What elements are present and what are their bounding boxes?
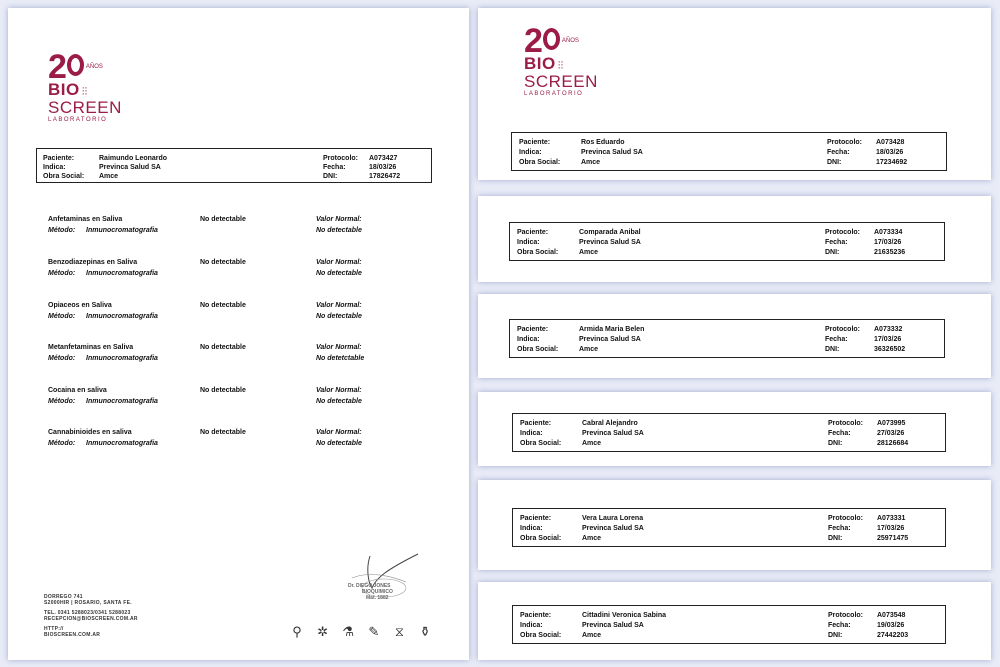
ref-value: No detectable <box>316 398 362 405</box>
label-dni: DNI: <box>828 632 843 639</box>
patient-protocolo: A073995 <box>877 420 906 427</box>
patient-indica: Previnca Salud SA <box>581 149 643 156</box>
label-fecha: Fecha: <box>828 525 851 532</box>
signature-stamp <box>348 583 393 601</box>
method-label: Método: <box>48 270 76 277</box>
patient-obra-social: Amce <box>579 249 599 256</box>
label-dni: DNI: <box>828 440 843 447</box>
result-row <box>48 214 448 236</box>
label-protocolo: Protocolo: <box>825 229 860 236</box>
label-dni: DNI: <box>828 535 843 542</box>
patient-obra-social: Amce <box>582 632 602 639</box>
patient-protocolo: A073427 <box>369 155 398 162</box>
patient-name: Cabral Alejandro <box>582 420 638 427</box>
label-obra-social: Obra Social: <box>520 535 562 542</box>
label-dni: DNI: <box>827 159 842 166</box>
label-dni: DNI: <box>825 249 840 256</box>
method-value: Inmunocromatografia <box>86 313 158 320</box>
patient-fecha: 19/03/26 <box>877 622 905 629</box>
method-value: Inmunocromatografia <box>86 355 158 362</box>
label-protocolo: Protocolo: <box>828 612 863 619</box>
patient-indica: Previnca Salud SA <box>99 164 161 171</box>
patient-name: Vera Laura Lorena <box>582 515 644 522</box>
label-indica: Indica: <box>520 622 543 629</box>
footer-line: S2000HIR | ROSARIO, SANTA FE. <box>44 600 132 606</box>
logo-anos: AÑOS <box>85 64 103 70</box>
label-fecha: Fecha: <box>323 164 346 171</box>
test-name: Metanfetaminas en Saliva <box>48 344 134 351</box>
method-label: Método: <box>48 355 76 362</box>
label-obra-social: Obra Social: <box>43 173 85 180</box>
test-name: Cannabinioides en saliva <box>48 429 132 436</box>
result-row <box>48 300 448 322</box>
label-protocolo: Protocolo: <box>323 155 358 162</box>
method-value: Inmunocromatografia <box>86 227 158 234</box>
label-paciente: Paciente: <box>517 326 549 333</box>
footer-line: TEL. 0341 5288023/0341 5288023 <box>44 610 131 616</box>
label-dni: DNI: <box>825 346 840 353</box>
patient-fecha: 18/03/26 <box>876 149 904 156</box>
logo-lab: LABORATORIO <box>524 91 584 97</box>
patient-box <box>512 413 946 452</box>
patient-box <box>509 319 945 358</box>
ref-value: No detectable <box>316 227 362 234</box>
test-name: Cocaina en saliva <box>48 387 107 394</box>
method-label: Método: <box>48 227 76 234</box>
test-name: Opiaceos en Saliva <box>48 302 112 309</box>
ref-value: No detetctable <box>316 355 365 362</box>
method-value: Inmunocromatografia <box>86 440 158 447</box>
ref-label: Valor Normal: <box>316 259 362 266</box>
label-fecha: Fecha: <box>828 430 851 437</box>
label-indica: Indica: <box>517 239 540 246</box>
footer-line: DORREGO 741 <box>44 594 83 600</box>
patient-protocolo: A073548 <box>877 612 906 619</box>
patient-fecha: 17/03/26 <box>874 239 902 246</box>
patient-fecha: 17/03/26 <box>874 336 902 343</box>
patient-protocolo: A073331 <box>877 515 906 522</box>
ref-label: Valor Normal: <box>316 344 362 351</box>
patient-indica: Previnca Salud SA <box>582 430 644 437</box>
microscope-alt-icon: ⚗ <box>342 624 355 639</box>
patient-dni: 21635236 <box>874 249 906 256</box>
patient-fecha: 17/03/26 <box>877 525 905 532</box>
patient-dni: 25971475 <box>877 535 909 542</box>
patient-indica: Previnca Salud SA <box>579 239 641 246</box>
label-paciente: Paciente: <box>519 139 551 146</box>
label-indica: Indica: <box>43 164 66 171</box>
test-name: Anfetaminas en Saliva <box>48 216 123 223</box>
result-row <box>48 342 448 364</box>
label-indica: Indica: <box>519 149 542 156</box>
report-page <box>8 8 469 660</box>
ref-label: Valor Normal: <box>316 387 362 394</box>
result-row <box>48 427 448 449</box>
test-name: Benzodiazepinas en Saliva <box>48 259 138 266</box>
signature-role: BIOQUIMICO <box>362 589 393 595</box>
patient-dni: 17826472 <box>369 173 401 180</box>
patient-dni: 17234692 <box>876 159 908 166</box>
patient-protocolo: A073428 <box>876 139 905 146</box>
label-protocolo: Protocolo: <box>828 420 863 427</box>
label-obra-social: Obra Social: <box>520 440 562 447</box>
patient-indica: Previnca Salud SA <box>582 525 644 532</box>
signature-name: Dr. DIEGO JONES <box>348 583 391 589</box>
logo-bio: BIO <box>524 54 556 73</box>
patient-dni: 36326502 <box>874 346 906 353</box>
footer-address <box>44 594 138 638</box>
patient-box <box>511 132 947 171</box>
label-obra-social: Obra Social: <box>517 346 559 353</box>
label-obra-social: Obra Social: <box>519 159 561 166</box>
test-result: No detectable <box>200 387 246 394</box>
footer-icons <box>286 624 436 640</box>
patient-name: Armida Maria Belen <box>579 326 645 333</box>
label-obra-social: Obra Social: <box>520 632 562 639</box>
patient-name: Comparada Anibal <box>579 229 641 236</box>
patient-protocolo: A073334 <box>874 229 903 236</box>
footer-line: BIOSCREEN.COM.AR <box>44 632 101 638</box>
ref-value: No detectable <box>316 313 362 320</box>
patient-name: Cittadini Veronica Sabina <box>582 612 667 619</box>
label-indica: Indica: <box>520 430 543 437</box>
logo-bio: BIO <box>48 80 80 99</box>
patient-box <box>509 222 945 261</box>
label-fecha: Fecha: <box>825 336 848 343</box>
patient-name: Ros Eduardo <box>581 139 625 146</box>
patient-protocolo: A073332 <box>874 326 903 333</box>
label-protocolo: Protocolo: <box>825 326 860 333</box>
pipette-icon: ✎ <box>368 624 380 639</box>
patient-box <box>36 148 432 183</box>
result-row <box>48 385 448 407</box>
signature-mat: Mat. 1882 <box>366 595 389 601</box>
test-result: No detectable <box>200 216 246 223</box>
label-dni: DNI: <box>323 173 338 180</box>
patient-obra-social: Amce <box>99 173 119 180</box>
ref-value: No detectable <box>316 270 362 277</box>
label-paciente: Paciente: <box>520 612 552 619</box>
method-label: Método: <box>48 440 76 447</box>
patient-dni: 28126684 <box>877 440 909 447</box>
label-paciente: Paciente: <box>517 229 549 236</box>
patient-name: Raimundo Leonardo <box>99 155 168 162</box>
patient-dni: 27442203 <box>877 632 909 639</box>
label-indica: Indica: <box>520 525 543 532</box>
ref-value: No detectable <box>316 440 362 447</box>
label-paciente: Paciente: <box>520 420 552 427</box>
label-paciente: Paciente: <box>43 155 75 162</box>
patient-fecha: 18/03/26 <box>369 164 397 171</box>
label-paciente: Paciente: <box>520 515 552 522</box>
method-label: Método: <box>48 398 76 405</box>
patient-obra-social: Amce <box>582 440 602 447</box>
patient-fecha: 27/03/26 <box>877 430 905 437</box>
label-obra-social: Obra Social: <box>517 249 559 256</box>
method-value: Inmunocromatografia <box>86 270 158 277</box>
label-fecha: Fecha: <box>825 239 848 246</box>
dna-icon: ⧖ <box>394 624 405 639</box>
patient-obra-social: Amce <box>582 535 602 542</box>
label-indica: Indica: <box>517 336 540 343</box>
logo-lab: LABORATORIO <box>48 117 108 123</box>
flask-icon: ⚱ <box>419 624 431 639</box>
ref-label: Valor Normal: <box>316 216 362 223</box>
patient-indica: Previnca Salud SA <box>579 336 641 343</box>
test-result: No detectable <box>200 344 246 351</box>
virus-icon: ✲ <box>317 624 329 639</box>
label-fecha: Fecha: <box>827 149 850 156</box>
bioscreen-logo: 2 $^{AÑOS}$ BIO ⫶⫶ SCREEN LABORATORIO <box>48 48 122 123</box>
test-result: No detectable <box>200 259 246 266</box>
result-row <box>48 257 448 279</box>
test-result: No detectable <box>200 302 246 309</box>
patient-obra-social: Amce <box>581 159 601 166</box>
ref-label: Valor Normal: <box>316 429 362 436</box>
logo-screen: SCREEN <box>524 72 598 91</box>
microscope-icon: ⚲ <box>292 624 302 639</box>
label-protocolo: Protocolo: <box>827 139 862 146</box>
method-value: Inmunocromatografia <box>86 398 158 405</box>
footer-line: HTTP:// <box>44 626 64 632</box>
patient-box <box>512 508 946 547</box>
label-fecha: Fecha: <box>828 622 851 629</box>
patient-indica: Previnca Salud SA <box>582 622 644 629</box>
logo-screen: SCREEN <box>48 98 122 117</box>
patient-obra-social: Amce <box>579 346 599 353</box>
ref-label: Valor Normal: <box>316 302 362 309</box>
method-label: Método: <box>48 313 76 320</box>
test-result: No detectable <box>200 429 246 436</box>
bioscreen-logo: 2 $^{AÑOS}$ BIO ⫶⫶ SCREEN LABORATORIO <box>524 22 598 97</box>
footer-line: RECEPCION@BIOSCREEN.COM.AR <box>44 616 138 622</box>
logo-anos: AÑOS <box>561 38 579 44</box>
patient-box <box>512 605 946 644</box>
label-protocolo: Protocolo: <box>828 515 863 522</box>
